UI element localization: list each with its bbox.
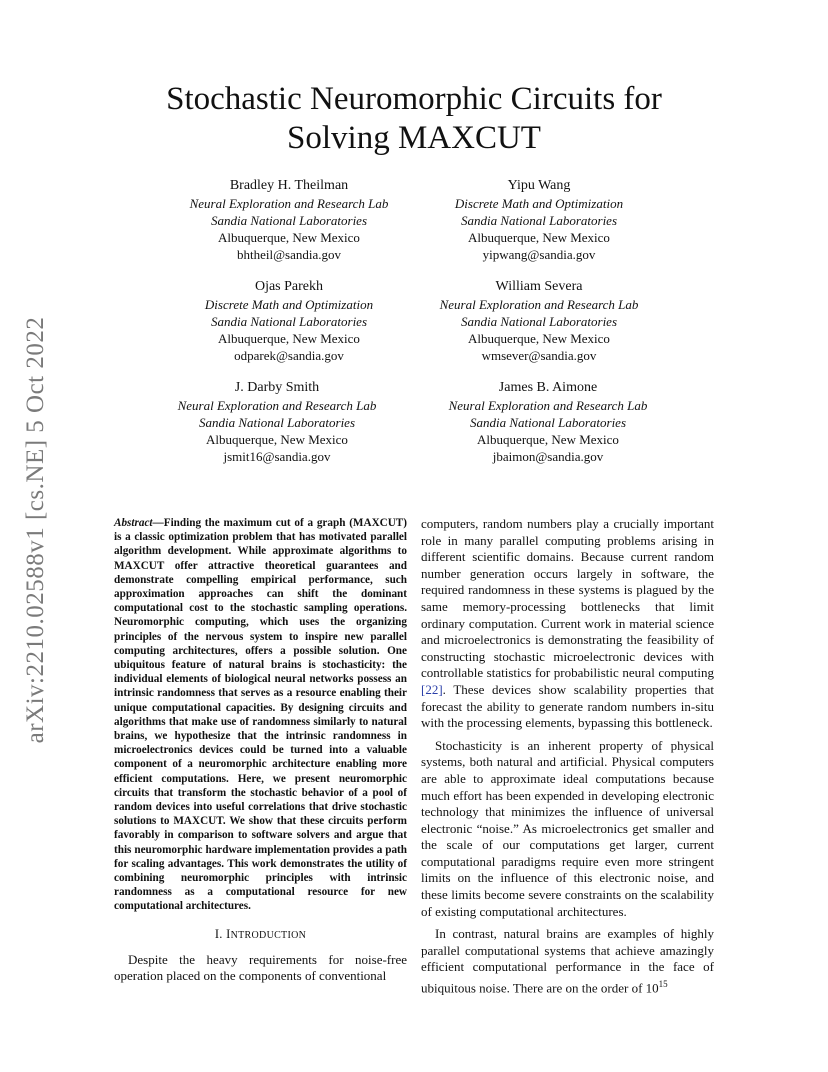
author-org: Sandia National Laboratories — [460, 213, 618, 228]
author-dept: Neural Exploration and Research Lab — [448, 398, 648, 413]
author-dept: Neural Exploration and Research Lab — [439, 297, 639, 312]
author-org: Sandia National Laboratories — [210, 213, 368, 228]
citation-link[interactable]: [22] — [421, 681, 443, 697]
author-block — [388, 379, 708, 465]
title-line-1: Stochastic Neuromorphic Circuits for — [166, 81, 662, 117]
title-line-2: Solving MAXCUT — [287, 120, 541, 156]
author-dept: Neural Exploration and Research Lab — [189, 196, 389, 211]
author-city: Albuquerque, New Mexico — [206, 432, 348, 447]
body-paragraph: In contrast, natural brains are examples of highly parallel computational systems that achieve amazingly efficient computational performance in the face of ubiquitous noise. There are on the order of $10^{15}$ — [421, 926, 714, 996]
author-city: Albuquerque, New Mexico — [218, 230, 360, 245]
author-email: jbaimon@sandia.gov — [492, 449, 604, 464]
author-city: Albuquerque, New Mexico — [468, 331, 610, 346]
author-email: odparek@sandia.gov — [234, 348, 344, 363]
section-heading-introduction: I. INTRODUCTION — [214, 926, 307, 941]
arxiv-stamp: arXiv:2210.02588v1 [cs.NE] 5 Oct 2022 — [22, 316, 49, 744]
body-paragraph: computers, random numbers play a crucially important role in many parallel computing problems arising in different scientific domains. Because current random number generation occurs largely in software, the required randomness in these systems is plagued by the same memory-processing bottlenecks that limit ordinary computation. Current work in material science and microelectronics is demonstrating the feasibility of constructing stochastic microelectronic devices with controllable statistics for probabilistic neural computing [22]. These devices show scalability properties that forecast the ability to generate random numbers in-situ with the processing elements, bypassing this bottleneck. — [421, 516, 714, 731]
author-name: Ojas Parekh — [254, 279, 324, 294]
author-name: James B. Aimone — [498, 380, 598, 395]
abstract — [114, 516, 407, 914]
author-org: Sandia National Laboratories — [210, 314, 368, 329]
author-email: wmsever@sandia.gov — [481, 348, 597, 363]
author-dept: Neural Exploration and Research Lab — [177, 398, 377, 413]
left-column — [114, 516, 407, 985]
author-org: Sandia National Laboratories — [198, 415, 356, 430]
author-block — [379, 177, 699, 263]
author-block — [379, 278, 699, 364]
body-paragraph: Stochasticity is an inherent property of physical systems, both natural and artificial. Physical computers are able to approximate ideal computations because much effort has been expended in developing electronic technology that minimizes the influence of universal electronic “noise.” As microelectronics get smaller and the scale of our computations get larger, current computational paradigms require even more stringent limits on the influence of this electronic noise, and these limits become severe constraints on the scalability of existing computational architectures. — [421, 737, 714, 919]
exponent: 15 — [658, 979, 668, 990]
author-city: Albuquerque, New Mexico — [477, 432, 619, 447]
author-name: Bradley H. Theilman — [229, 178, 349, 193]
author-dept: Discrete Math and Optimization — [454, 196, 624, 211]
author-email: jsmit16@sandia.gov — [223, 449, 331, 464]
author-org: Sandia National Laboratories — [460, 314, 618, 329]
author-city: Albuquerque, New Mexico — [468, 230, 610, 245]
author-city: Albuquerque, New Mexico — [218, 331, 360, 346]
paper-title — [0, 80, 828, 158]
abstract-text: —Finding the maximum cut of a graph (MAXCUT) is a classic optimization problem that has motivated parallel algorithm development. While approximate algorithms to MAXCUT offer attractive theoretical guarantees and demonstrate compelling empirical performance, such approximation approaches can shift the dominant computational cost to the stochastic sampling operations. Neuromorphic computing, which uses the organizing principles of the nervous system to inspire new parallel computing architectures, offers a possible solution. One ubiquitous feature of natural brains is stochasticity: the individual elements of biological neural networks possess an intrinsic randomness that serves as a resource enabling their unique computational capacities. By designing circuits and algorithms that make use of randomness similarly to natural brains, we hypothesize that the intrinsic randomness in microelectronics devices could be turned into a valuable component of a neuromorphic architecture enabling more efficient computations. Here, we present neuromorphic circuits that transform the stochastic behavior of a pool of random devices into useful correlations that drive stochastic solutions to MAXCUT. We show that these circuits perform favorably in comparison to software solvers and argue that this neuromorphic hardware implementation provides a path for scaling advantages. This work demonstrates the utility of combining neuromorphic principles with intrinsic randomness as a computational resource for new computational architectures. — [114, 517, 407, 913]
author-name: J. Darby Smith — [234, 380, 320, 395]
author-email: bhtheil@sandia.gov — [236, 247, 342, 262]
author-email: yipwang@sandia.gov — [482, 247, 596, 262]
author-org: Sandia National Laboratories — [469, 415, 627, 430]
abstract-label: Abstract — [114, 517, 153, 529]
intro-paragraph: Despite the heavy requirements for noise-free operation placed on the components of conventional — [114, 951, 407, 984]
right-column — [421, 516, 714, 997]
author-dept: Discrete Math and Optimization — [204, 297, 374, 312]
author-name: William Severa — [495, 279, 583, 294]
author-name: Yipu Wang — [507, 178, 571, 193]
